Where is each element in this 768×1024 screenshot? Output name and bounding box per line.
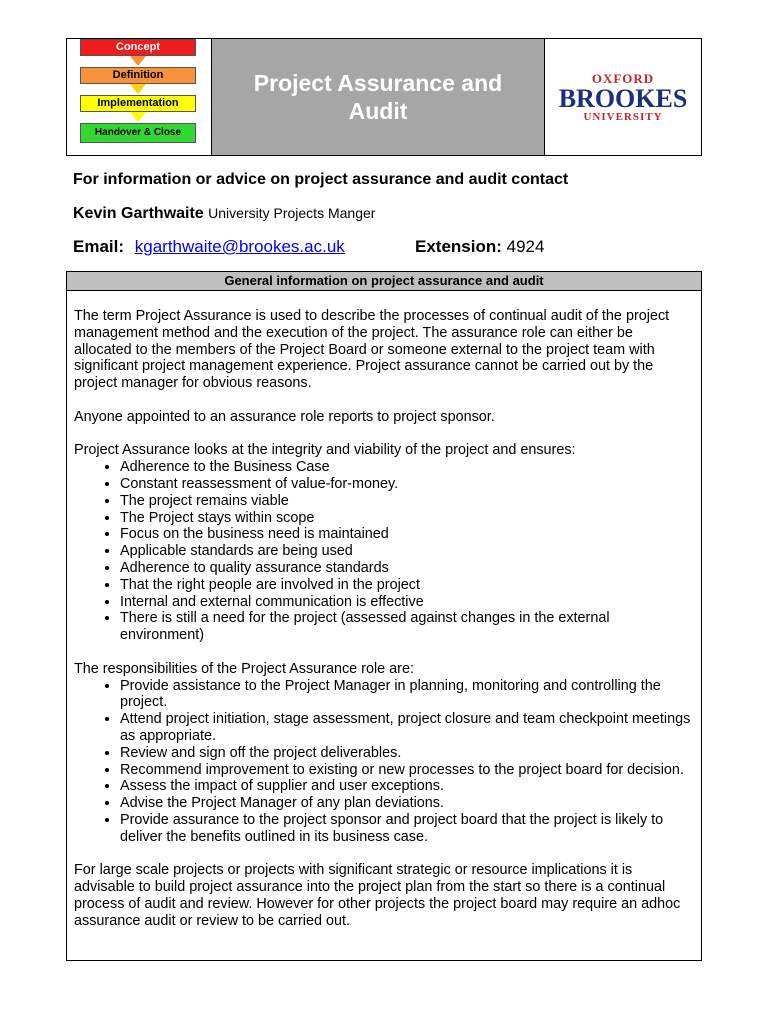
phase-implementation: Implementation: [80, 95, 196, 112]
section-title: General information on project assurance and audit: [67, 272, 701, 291]
paragraph-definition: The term Project Assurance is used to describe the processes of continual audit of the project management method and the execution of the project. The assurance role can either be allocated to the members of the Project Board or someone external to the project team with significant project management experience. Project assurance cannot be carried out by the project manager for obvious reasons.: [74, 308, 670, 392]
list-item: • Adherence to the Business Case: [120, 459, 694, 476]
arrow-down-icon: [130, 84, 146, 94]
general-info-box: [66, 271, 702, 961]
list-item: • The project remains viable: [120, 493, 694, 510]
email-link[interactable]: kgarthwaite@brookes.ac.uk: [134, 237, 345, 256]
list-item: • Provide assurance to the project sponsor and project board that the project is likely to deliver the benefits outlined in its business case.: [120, 812, 694, 846]
phase-definition: Definition: [80, 67, 196, 84]
extension: [415, 237, 544, 257]
paragraph-reporting: Anyone appointed to an assurance role reports to project sponsor.: [74, 408, 495, 425]
section-body: [67, 291, 701, 929]
paragraph-large-projects: For large scale projects or projects with significant strategic or resource implications it is advisable to build project assurance into the project plan from the start so there is a continual process of audit and review. However for other projects the project board may require an adhoc assurance audit or review to be carried out.: [74, 862, 681, 929]
list-item: • Adherence to quality assurance standards: [120, 560, 694, 577]
list-item: • Applicable standards are being used: [120, 543, 694, 560]
extension-value: 4924: [506, 237, 545, 256]
list-item: • Internal and external communication is effective: [120, 594, 694, 611]
arrow-down-icon: [130, 56, 146, 66]
arrow-down-icon: [130, 112, 146, 122]
page-title: Project Assurance and Audit: [253, 70, 503, 124]
list-item: • That the right people are involved in the project: [120, 577, 694, 594]
list-item: • Advise the Project Manager of any plan deviations.: [120, 795, 694, 812]
phase-diagram: [67, 39, 212, 155]
title-cell: [212, 39, 545, 155]
phase-handover-close: Handover & Close: [80, 123, 196, 143]
email-label: Email:: [73, 237, 125, 256]
phase-concept: Concept: [80, 39, 196, 56]
oxford-brookes-logo: [559, 72, 688, 123]
email-row: [73, 237, 633, 257]
ensures-list: [74, 459, 694, 644]
paragraph-responsibilities-intro: The responsibilities of the Project Assurance role are:: [74, 660, 414, 677]
contact-person: [73, 205, 375, 223]
contact-heading: For information or advice on project assurance and audit contact: [73, 171, 569, 188]
list-item: • Attend project initiation, stage assessment, project closure and team checkpoint meetings as appropriate.: [120, 711, 694, 745]
list-item: • There is still a need for the project (assessed against changes in the external environment): [120, 610, 694, 644]
contact-role: University Projects Manger: [208, 205, 376, 221]
logo-line-brookes: BROOKES: [558, 83, 688, 113]
responsibilities-list: [74, 678, 694, 846]
list-item: • The Project stays within scope: [120, 510, 694, 527]
document-header: [66, 38, 702, 156]
list-item: • Provide assistance to the Project Manager in planning, monitoring and controlling the project.: [120, 678, 694, 712]
list-item: • Constant reassessment of value-for-money.: [120, 476, 694, 493]
contact-name: Kevin Garthwaite: [73, 205, 204, 222]
list-item: • Review and sign off the project deliverables.: [120, 745, 694, 762]
logo-line-university: UNIVERSITY: [583, 110, 663, 123]
paragraph-ensures-intro: Project Assurance looks at the integrity and viability of the project and ensures:: [74, 442, 576, 459]
list-item: • Focus on the business need is maintained: [120, 526, 694, 543]
list-item: • Assess the impact of supplier and user exceptions.: [120, 778, 694, 795]
logo-line-oxford: OXFORD: [591, 70, 655, 86]
extension-label: Extension:: [415, 237, 502, 256]
logo-cell: [545, 39, 701, 155]
list-item: • Recommend improvement to existing or new processes to the project board for decision.: [120, 762, 694, 779]
